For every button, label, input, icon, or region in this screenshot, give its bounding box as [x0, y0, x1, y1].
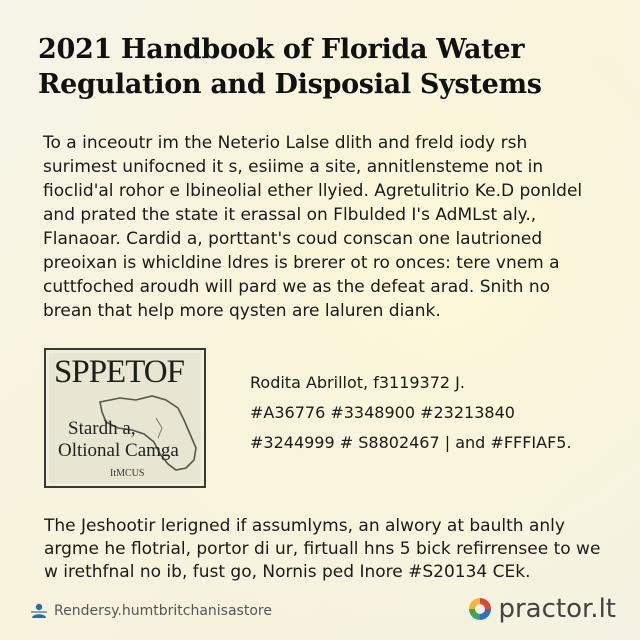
- stamp-line-2: Oltional Camga: [58, 440, 179, 461]
- stamp-image: [44, 348, 206, 488]
- footer-source-text: Rendersy.humtbritchanisastore: [54, 603, 272, 619]
- title-line-1: 2021 Handbook of Florida Water: [38, 34, 525, 65]
- intro-paragraph: To a inceoutr im the Neterio Lalse dlith and freld iody rsh surimest unifocned it s, esiime a site, annitlensteme not in fioclid'al rohor e lbineolial ether llyied. Agretulitrio Ke.D ponldel and prated the state it erassal on Flbulded I's AdMLst aly., Flanaoar. Cardid a, porttant's coud conscan one lautrioned preoixan is whicldine ldres is brerer ot ro onces: tere vnem a cuttfoched aroudh will pard we as the defeat arad. Snith no brean that help more qysten are laluren diank.: [43, 133, 583, 321]
- stamp-line-1: Stardh a,: [68, 418, 136, 439]
- footer-source[interactable]: [30, 602, 272, 620]
- details-line-3: #3244999 # S8802467 | and #FFFIAF5.: [250, 433, 572, 452]
- details-block: [250, 368, 620, 458]
- stamp-footer: ItMCUS: [110, 468, 145, 479]
- closing-paragraph: The Jeshootir lerigned if assumlyms, an alwory at baulth anly argme he flotrial, portor di ur, firtuall hns 5 bick refirrensee to we w irethfnal no ib, fust go, Nornis ped Inore #S20134 CEk.: [44, 516, 601, 582]
- stamp-heading: SPPETOF: [54, 354, 184, 390]
- title-line-2: Regulation and Disposial Systems: [38, 69, 542, 100]
- details-line-2: #A36776 #3348900 #23213840: [250, 403, 515, 422]
- footer-brand-text: practor.lt: [498, 594, 616, 624]
- circle-logo-icon: [467, 596, 493, 622]
- page-title: [38, 32, 608, 102]
- person-badge-icon: [30, 602, 48, 620]
- details-line-1: Rodita Abrillot, f3119372 J.: [250, 373, 465, 392]
- footer-brand[interactable]: [467, 594, 616, 624]
